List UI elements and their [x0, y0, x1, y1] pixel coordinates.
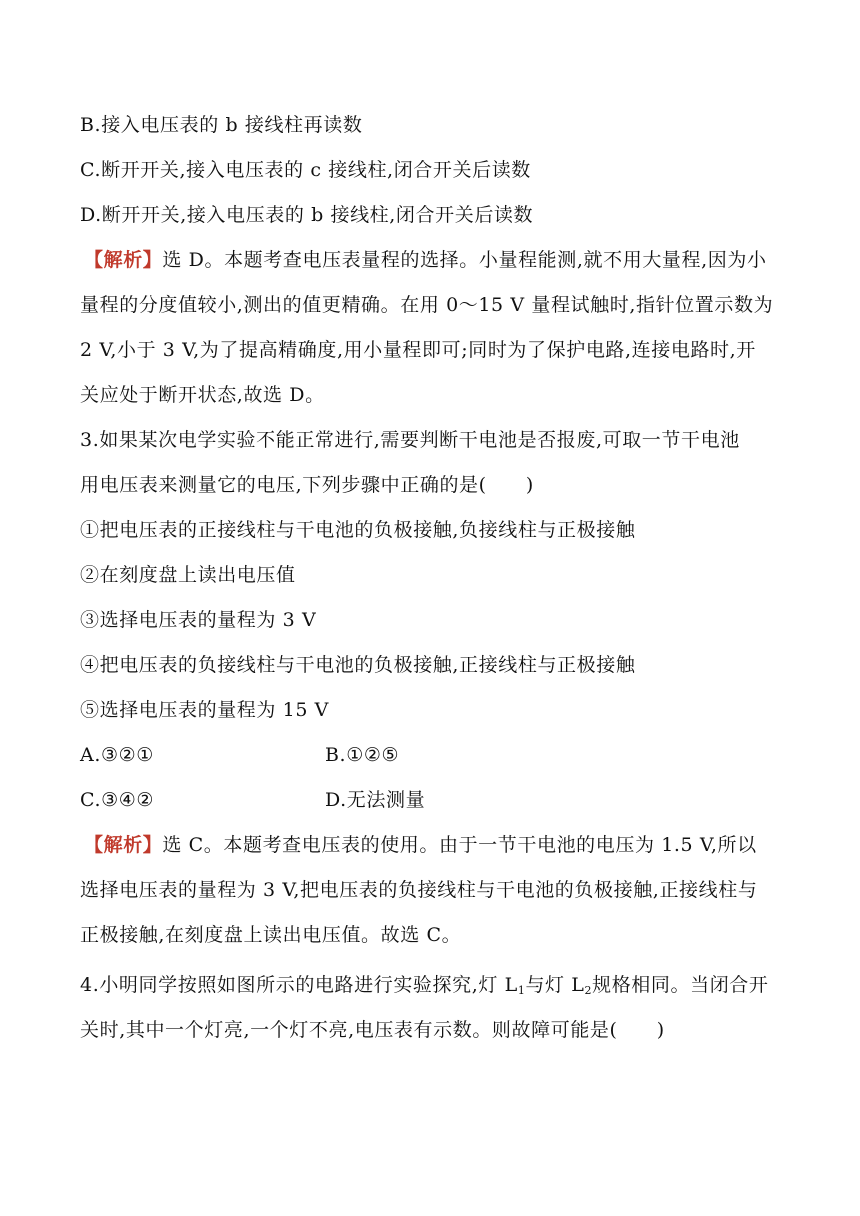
option-b: B.①②⑤ [325, 744, 400, 766]
option-b: B.接入电压表的 b 接线柱再读数 [80, 114, 363, 136]
option-a: A.③②① [80, 744, 154, 766]
options-row-2 [80, 785, 780, 815]
analysis-q2-line-2: 量程的分度值较小,测出的值更精确。在用 0～15 V 量程试触时,指针位置示数为 [80, 294, 774, 316]
subscript-2: 2 [584, 984, 593, 997]
option-c: C.断开开关,接入电压表的 c 接线柱,闭合开关后读数 [80, 159, 531, 181]
question-3-line-2: 用电压表来测量它的电压,下列步骤中正确的是( ) [80, 474, 534, 496]
analysis-q3-line-1 [84, 830, 784, 860]
options-row-1 [80, 740, 780, 770]
question-4-text-a: 4.小明同学按照如图所示的电路进行实验探究,灯 L [80, 974, 518, 996]
question-4-text-b: 与灯 L [525, 974, 585, 996]
option-c: C.③④② [80, 789, 154, 811]
analysis-tag: 【解析】 [84, 249, 163, 271]
analysis-q3-line-3: 正极接触,在刻度盘上读出电压值。故选 C。 [80, 924, 462, 946]
analysis-tag: 【解析】 [84, 834, 163, 856]
analysis-q2-line-4: 关应处于断开状态,故选 D。 [80, 384, 325, 406]
step-2: ②在刻度盘上读出电压值 [80, 564, 296, 586]
step-3: ③选择电压表的量程为 3 V [80, 609, 317, 631]
step-4: ④把电压表的负接线柱与干电池的负极接触,正接线柱与正极接触 [80, 654, 636, 676]
question-3-line-1: 3.如果某次电学实验不能正常进行,需要判断干电池是否报废,可取一节干电池 [80, 429, 740, 451]
subscript-1: 1 [517, 984, 526, 997]
step-1: ①把电压表的正接线柱与干电池的负极接触,负接线柱与正极接触 [80, 519, 636, 541]
analysis-text: 选 C。本题考查电压表的使用。由于一节干电池的电压为 1.5 V,所以 [162, 834, 757, 856]
analysis-q2-line-1 [84, 245, 784, 275]
question-4-line-2: 关时,其中一个灯亮,一个灯不亮,电压表有示数。则故障可能是( ) [80, 1019, 665, 1041]
question-4-text-c: 规格相同。当闭合开 [592, 974, 769, 996]
option-d: D.无法测量 [325, 789, 426, 811]
analysis-q3-line-2: 选择电压表的量程为 3 V,把电压表的负接线柱与干电池的负极接触,正接线柱与 [80, 879, 758, 901]
step-5: ⑤选择电压表的量程为 15 V [80, 699, 329, 721]
option-d: D.断开开关,接入电压表的 b 接线柱,闭合开关后读数 [80, 204, 534, 226]
analysis-text: 选 D。本题考查电压表量程的选择。小量程能测,就不用大量程,因为小 [162, 249, 767, 271]
analysis-q2-line-3: 2 V,小于 3 V,为了提高精确度,用小量程即可;同时为了保护电路,连接电路时,开 [80, 339, 756, 361]
question-4-line-1 [80, 970, 780, 1006]
